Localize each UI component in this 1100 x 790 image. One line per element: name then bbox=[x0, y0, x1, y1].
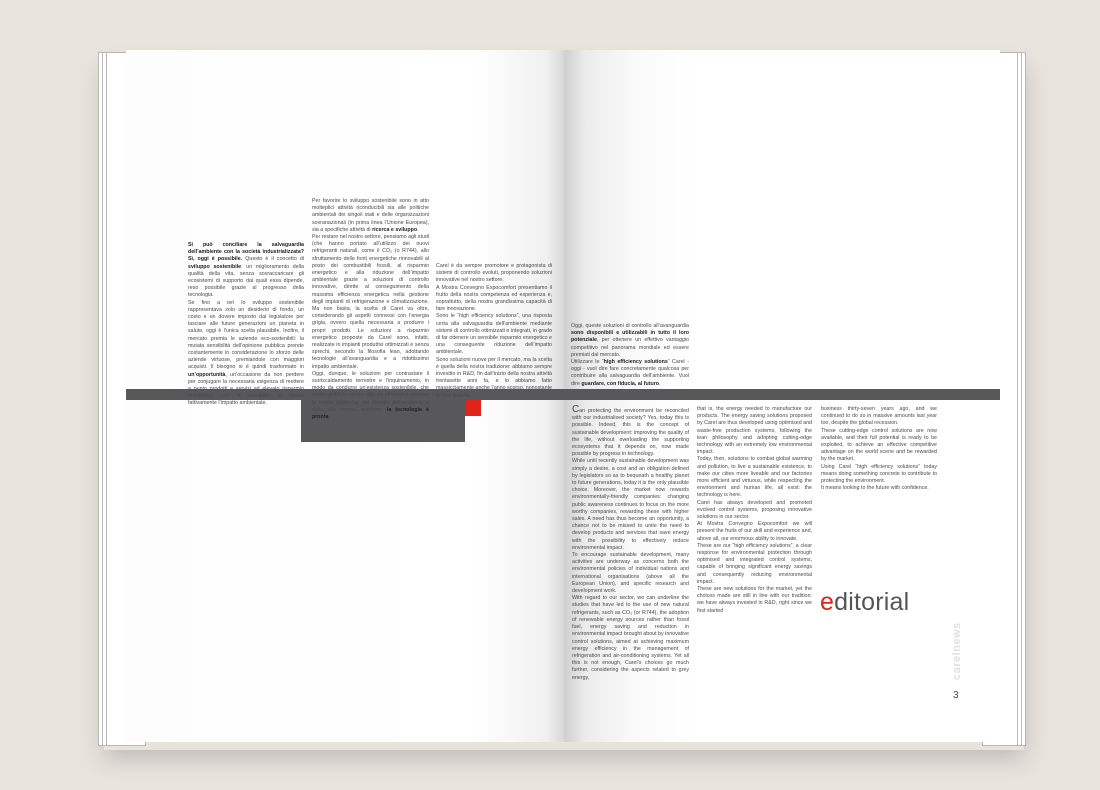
italian-column-1 bbox=[188, 242, 304, 407]
drop-cap: C bbox=[572, 404, 580, 415]
paragraph: Sono le “high efficiency solutions”, una risposta certa alla salvaguardia dell’ambiente mediante sistemi di controllo ottimizzati e integrati, in grado di far ottenere un sensibile risparmio energetico e una conseguente riduzione dell’impatto ambientale. bbox=[436, 313, 553, 356]
gray-band-right bbox=[564, 389, 1000, 400]
magazine-name: carelnews bbox=[951, 622, 963, 680]
paragraph: While until recently sustainable development was simply a desire, a cost and an obligation defined by legislators so as to bequeath a healthy planet to future generations, today it is the only plausible choice. Moreover, the market now rewards environmentally-friendly companies: changing public awareness continues to focus on the more worthy companies, rewarding these with higher sales. A need has thus become an opportunity, a chance not to be missed to unite the need to develop products and services that save energy with the possibility to effectively reduce environmental impact. bbox=[572, 458, 689, 551]
english-column-3 bbox=[821, 406, 937, 492]
red-accent-square bbox=[465, 400, 481, 416]
paragraph: A Mostra Convegno Expocomfort presentiamo il frutto della nostra competenza ed esperienza e, soprattutto, della nostra grandissima capacità di fare innovazione. bbox=[436, 284, 552, 313]
paragraph: Se fino a ieri lo sviluppo sostenibile rappresentava solo un desiderio di fondo, un costo e un dovere imposto dal legislatore per lasciare alle future generazioni un pianeta in salute, oggi è l’unica scelta plausibile. Inoltre, il mercato premia le aziende eco-sostenibili: la mutata sensibilità dell’opinione pubblica prende costantemente in considerazione lo sforzo delle aziende virtuose, premiandole con maggiori acquisti. Il bisogno si è quindi trasformato in un’opportunità, un’occasione da non perdere per conjugare la necessaria esigenza di mettere a punto prodotti e servizi ad elevato risparmio energetico, con la possibilità di ridurre fattivamente l’impatto ambientale. bbox=[188, 299, 304, 407]
editorial-rest: ditorial bbox=[834, 588, 910, 616]
paragraph bbox=[572, 406, 689, 458]
paragraph: These cutting-edge control solutions are now available, and their full potential is ready to be exploited, to achieve an effective competitive advantage on the world scene and be rewarded by the market. bbox=[821, 427, 937, 463]
paragraph: Oggi, dunque, le soluzioni per contrastare il surriscaldamento terrestre e l’inquinamento, in modo da condurre un’esistenza sostenibile, che renda vivibili le nostre città ed efficienti e virtuose le nostre fabbriche, nel rispetto dell’ambiente e della vita umana, esistono: la tecnologia è pronta. bbox=[312, 370, 429, 421]
editorial-title bbox=[820, 588, 909, 617]
italian-column-3 bbox=[436, 263, 553, 399]
page-number: 3 bbox=[953, 690, 959, 701]
paragraph: Sono soluzioni nuove per il mercato, ma la scelta è quella della nostra tradizione: abbiamo sempre investito in R&D, fin dall’inizio della nostra attività trentasette anni fa, e lo abbiamo fatto massicciamente anche l’anno scorso, nonostante la crisi globale. bbox=[436, 356, 552, 399]
paragraph: Today, then, solutions to combat global warming and pollution, to live a sustainable existence, to make our cities more liveable and our factories more efficient and virtuous, while respecting the environment and human life, all exist: the technology is here. bbox=[697, 456, 812, 499]
english-column-1 bbox=[572, 404, 689, 681]
paragraph: These are new solutions for the market, yet the choices made are still in line with our tradition: we have always invested in R&D, right since we first started bbox=[697, 586, 812, 614]
paragraph: These are our “high efficiency solutions”, a clear response for environmental protection through optimised and integrated control systems, capable of bringing significant energy savings and consequently reducing environmental impact. bbox=[697, 542, 812, 585]
paragraph: business thirty-seven years ago, and we continued to do so in massive amounts last year too, despite the global recession. bbox=[821, 406, 937, 427]
english-column-2 bbox=[697, 406, 812, 612]
editorial-initial: e bbox=[820, 588, 835, 616]
paragraph: At Mostra Convegno Expocomfort we will present the fruits of our skill and experience and, above all, our enormous ability to innovate. bbox=[697, 521, 812, 542]
paragraph: Si può conciliare la salvaguardia dell’ambiente con la società industrializzata? Sì, oggi è possibile. Questo è il concetto di sviluppo sostenibile: un miglioramento della qualità della vita, senza sovraccaricare gli ecosistemi di supporto dai quali essa dipende, reso possibile grazie al progresso della tecnologia. bbox=[188, 242, 304, 299]
paragraph: Per favorire lo sviluppo sostenibile sono in atto molteplici attività riconducibili sia alle politiche ambientali dei singoli stati e delle organizzazioni sovranazionali (in prima linea l’Unione Europea), sia a specifiche attività di ricerca e sviluppo. bbox=[312, 198, 429, 233]
paragraph: Per restare nel nostro settore, pensiamo agli studi (che hanno portato all’utilizzo dei nuovi refrigeranti naturali, come il CO₂ (o R744), allo sfruttamento delle fonti energetiche rinnovabili al posto dei combustibili fossili, al risparmio energetico e alla riduzione dell’impatto ambientale grazie a soluzioni di controllo innovative, dirette al conseguimento della massima efficienza energetica nella gestione degli impianti di refrigerazione e climatizzazione. Ma non basta, la scelta di Carel va oltre, considerando gli aspetti connessi con l’energia grigia, ovvero quella necessaria a produrre i propri prodotti. Le soluzioni a risparmio energetico proposte da Carel sono, infatti, realizzate in impianti produttivi ottimizzati e senza sprechi, secondo la filosofia lean, adottando tecnologie all’avanguardia e a ridottissimo impatto ambientale. bbox=[312, 234, 429, 370]
paragraph: With regard to our sector, we can underline the studies that have led to the use of new natural refrigerants, such as CO₂ (or R744), the adoption of renewable energy sources rather than fossil fuel, energy saving and reduction in environmental impact brought about by innovative control solutions, aimed at achieving maximum energy efficiency in the management of refrigeration and air-conditioning systems. Yet all this is not enough, Carel’s choices go much further, considering the aspects related to grey energy, bbox=[572, 595, 689, 681]
paragraph: Using Carel “high efficiency solutions” today means doing something concrete to contribute to protecting the environment. bbox=[821, 463, 937, 485]
paragraph: Utilizzare le “high efficiency solutions” Carel - oggi - vuol dire fare concretamente qualcosa per contribuire alla salvaguardia dell’ambiente. Vuol dire guardare, con fiducia, al futuro. bbox=[571, 359, 689, 387]
paragraph: that is, the energy needed to manufacture our products. The energy saving solutions proposed by Carel are thus developed using optimised and waste-free production systems, following the lean philosophy and adopting cutting-edge technology with an extremely low environmental impact. bbox=[697, 406, 812, 456]
paragraph: Carel has always developed and promoted evolved control systems, proposing innovative solutions in our sector. bbox=[697, 499, 812, 521]
italian-column-2 bbox=[312, 198, 429, 421]
italian-column-4 bbox=[571, 323, 689, 387]
paragraph: To encourage sustainable development, many activities are underway as concerns both the environmental policies of individual nations and international organisations (above all the European Union), and specific research and development work. bbox=[572, 552, 689, 595]
paragraph-text: an protecting the environment be reconciled with our industrialised society? Yes, today this is possible. Indeed, this is the concept of sustainable development: improving the quality of the life, without overloading the supporting ecosystems that it depends on, now made possible by progress in technology. bbox=[572, 408, 689, 458]
paragraph: Carel è da sempre promotore e protagonista di sistemi di controllo evoluti, proponendo soluzioni innovative nel nostro settore. bbox=[436, 263, 552, 284]
paragraph: It means looking to the future with confidence. bbox=[821, 485, 929, 492]
paragraph: Oggi, queste soluzioni di controllo all’avanguardia sono disponibili e utilizzabili in tutto il loro potenziale, per ottenere un effettivo vantaggio competitivo nel panorama mondiale ed essere premiati dal mercato. bbox=[571, 323, 689, 358]
